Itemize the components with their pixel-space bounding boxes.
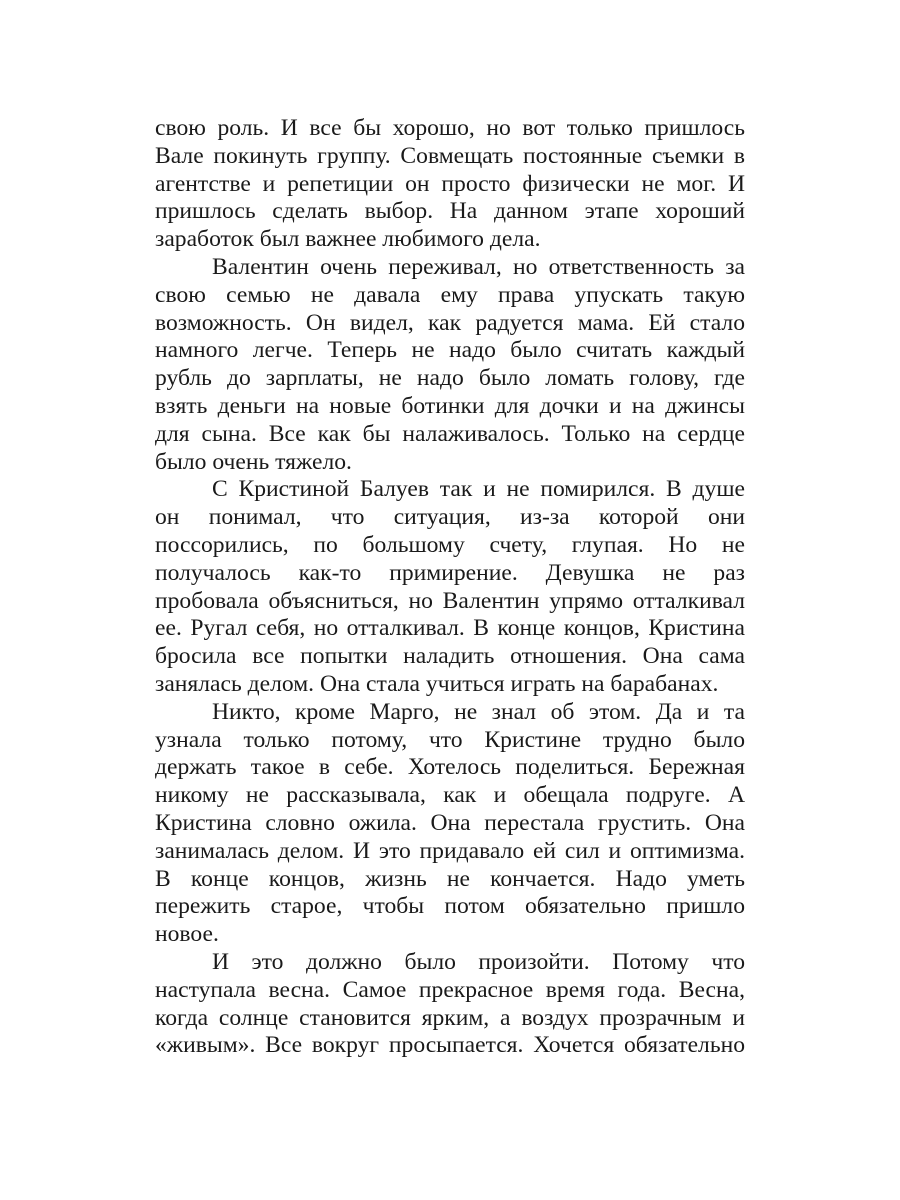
text-line: никому не рассказывала, как и обещала подруге. А (155, 782, 745, 809)
book-page-text (155, 115, 745, 1060)
text-line: новое. (155, 921, 219, 948)
text-line: «живым». Все вокруг просыпается. Хочется обязательно (155, 1032, 745, 1059)
text-line: занималась делом. И это придавало ей сил и оптимизма. (155, 837, 745, 864)
text-line: получалось как-то примирение. Девушка не раз (155, 559, 745, 586)
text-line: поссорились, по большому счету, глупая. Но не (155, 531, 745, 558)
text-line: держать такое в себе. Хотелось поделиться. Бережная (155, 754, 745, 781)
text-line: узнала только потому, что Кристине трудно было (155, 726, 745, 753)
paragraph (155, 699, 745, 949)
text-line: было очень тяжело. (155, 448, 352, 475)
text-line: для сына. Все как бы налаживалось. Только на сердце (155, 420, 745, 447)
paragraph (155, 115, 745, 254)
text-line: И это должно было произойти. Потому что (212, 948, 745, 975)
paragraph (155, 254, 745, 476)
text-line: он понимал, что ситуация, из-за которой они (155, 504, 745, 531)
text-line: наступала весна. Самое прекрасное время года. Весна, (155, 976, 745, 1003)
text-line: рубль до зарплаты, не надо было ломать голову, где (155, 365, 745, 392)
text-line: занялась делом. Она стала учиться играть на барабанах. (155, 670, 719, 697)
text-line: возможность. Он видел, как радуется мама. Ей стало (155, 309, 745, 336)
text-line: свою семью не давала ему права упускать такую (155, 281, 745, 308)
text-line: заработок был важнее любимого дела. (155, 226, 541, 253)
text-line: пришлось сделать выбор. На данном этапе хороший (155, 198, 745, 225)
text-line: намного легче. Теперь не надо было считать каждый (155, 337, 745, 364)
paragraph (155, 949, 745, 1060)
text-line: Кристина словно ожила. Она перестала грустить. Она (155, 809, 745, 836)
text-line: бросила все попытки наладить отношения. Она сама (155, 643, 745, 670)
text-line: взять деньги на новые ботинки для дочки и на джинсы (155, 392, 745, 419)
text-line: пробовала объясниться, но Валентин упрямо отталкивал (155, 587, 745, 614)
text-line: свою роль. И все бы хорошо, но вот только пришлось (155, 115, 745, 141)
text-line: С Кристиной Балуев так и не помирился. В душе (212, 476, 745, 503)
text-line: Никто, кроме Марго, не знал об этом. Да и та (212, 698, 745, 725)
text-line: Вале покинуть группу. Совмещать постоянные съемки в (155, 142, 745, 169)
text-line: ее. Ругал себя, но отталкивал. В конце концов, Кристина (155, 615, 745, 642)
paragraph (155, 476, 745, 698)
text-line: когда солнце становится ярким, а воздух прозрачным и (155, 1004, 745, 1031)
text-line: В конце концов, жизнь не кончается. Надо уметь (155, 865, 745, 892)
text-line: пережить старое, чтобы потом обязательно пришло (155, 893, 745, 920)
text-line: агентстве и репетиции он просто физически не мог. И (155, 170, 745, 197)
text-line: Валентин очень переживал, но ответственность за (212, 253, 745, 280)
